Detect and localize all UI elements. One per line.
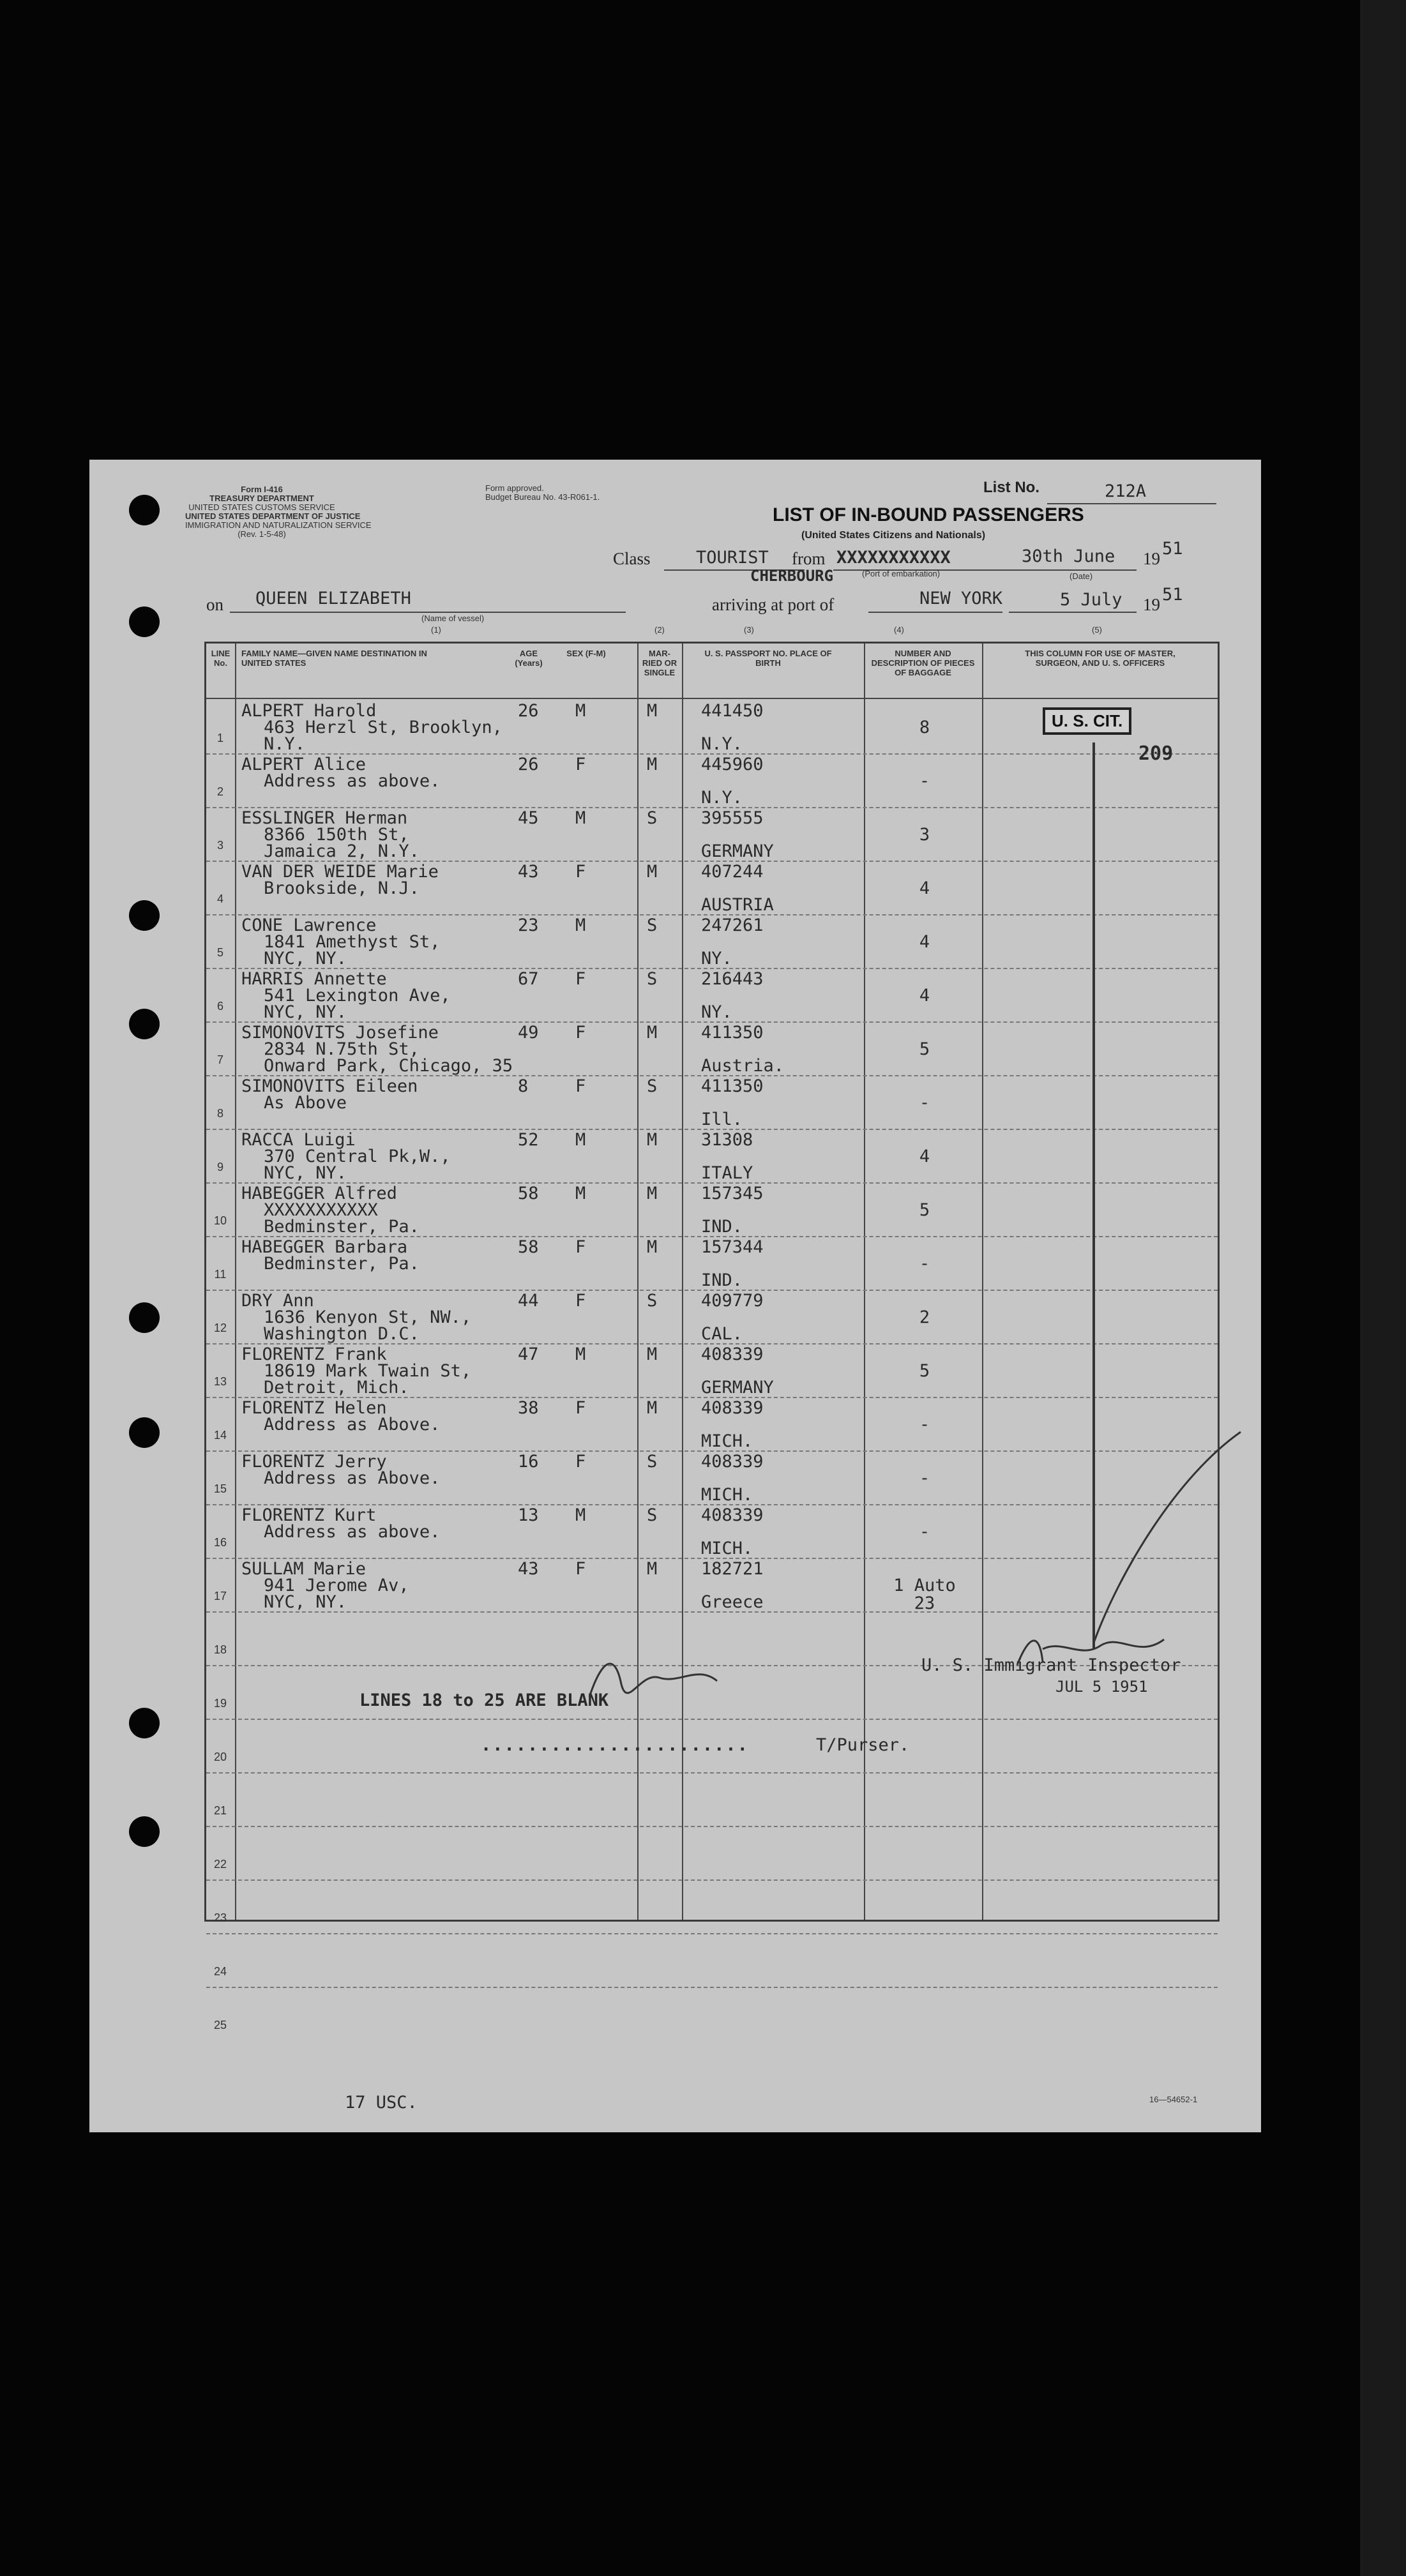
col-head-age: AGE (Years) <box>515 649 543 668</box>
passenger-address-2: NYC, NY. <box>264 1002 347 1022</box>
passenger-address: 18619 Mark Twain St, <box>264 1361 472 1381</box>
vessel-caption: (Name of vessel) <box>421 614 485 623</box>
line-number: 23 <box>213 1911 227 1924</box>
line-number: 15 <box>213 1482 227 1495</box>
passenger-sex: F <box>575 862 586 882</box>
line-number: 25 <box>213 2019 227 2031</box>
passport-number: 408339 <box>701 1344 764 1364</box>
baggage-count: 4 <box>919 986 930 1006</box>
punch-hole <box>129 900 160 931</box>
arrive-year-prefix: 19 <box>1143 595 1160 614</box>
passenger-row <box>206 1290 1218 1343</box>
passenger-address: XXXXXXXXXXX <box>264 1200 378 1220</box>
passenger-marital: S <box>647 808 658 828</box>
on-label: on <box>206 595 223 614</box>
passenger-sex: M <box>575 915 586 935</box>
passenger-row <box>206 1075 1218 1129</box>
line-number: 10 <box>213 1214 227 1227</box>
passenger-address: 463 Herzl St, Brooklyn, <box>264 718 503 737</box>
passenger-age: 8 <box>518 1076 529 1096</box>
port-underline <box>868 612 1002 613</box>
passenger-marital: S <box>647 1076 658 1096</box>
passenger-row <box>206 1236 1218 1290</box>
form-revision: (Rev. 1-5-48) <box>238 529 286 539</box>
justice-dept: UNITED STATES DEPARTMENT OF JUSTICE <box>185 511 361 521</box>
col-head-sex: SEX (F-M) <box>566 649 606 658</box>
punch-hole <box>129 1816 160 1847</box>
vessel-underline <box>230 612 626 613</box>
passenger-age: 45 <box>518 808 539 828</box>
passenger-address: Address as above. <box>264 771 441 791</box>
depart-date: 30th June <box>1022 546 1115 566</box>
baggage-count: 5 <box>919 1039 930 1059</box>
blank-row <box>206 1933 1218 1987</box>
passenger-sex: M <box>575 1184 586 1203</box>
treasury-dept: TREASURY DEPARTMENT <box>209 493 314 503</box>
passenger-marital: S <box>647 969 658 989</box>
depart-underline <box>1009 569 1137 571</box>
form-approval <box>485 484 626 502</box>
baggage-count: - <box>919 1415 930 1435</box>
place-of-birth: Greece <box>701 1592 764 1612</box>
passenger-address: 1841 Amethyst St, <box>264 932 441 952</box>
passenger-name: HABEGGER Barbara <box>241 1237 408 1257</box>
col-head-name: FAMILY NAME—GIVEN NAME DESTINATION IN UNITED STATES <box>241 649 427 668</box>
customs-service: UNITED STATES CUSTOMS SERVICE <box>188 502 335 512</box>
passenger-sex: F <box>575 1559 586 1579</box>
scan-edge <box>1360 0 1406 2576</box>
embark-port: CHERBOURG <box>750 567 834 585</box>
passenger-row <box>206 1397 1218 1450</box>
place-of-birth: IND. <box>701 1217 743 1237</box>
passenger-name: HARRIS Annette <box>241 969 387 989</box>
col-num-4: (4) <box>894 625 904 635</box>
baggage-count: 4 <box>919 932 930 952</box>
col-head-passport: U. S. PASSPORT NO. PLACE OF BIRTH <box>704 649 832 668</box>
punch-hole <box>129 1302 160 1333</box>
place-of-birth: MICH. <box>701 1539 753 1558</box>
baggage-count: 1 Auto <box>893 1576 956 1595</box>
place-of-birth: MICH. <box>701 1485 753 1505</box>
passenger-marital: M <box>647 701 658 721</box>
passport-number: 441450 <box>701 701 764 721</box>
passenger-sex: M <box>575 1344 586 1364</box>
baggage-count: - <box>919 1468 930 1488</box>
place-of-birth: NY. <box>701 949 732 968</box>
passenger-sex: F <box>575 1076 586 1096</box>
passenger-address: 2834 N.75th St, <box>264 1039 420 1059</box>
passenger-age: 26 <box>518 701 539 721</box>
baggage-count: - <box>919 1093 930 1113</box>
baggage-count: 4 <box>919 1147 930 1166</box>
line-number: 22 <box>213 1858 227 1871</box>
passenger-age: 23 <box>518 915 539 935</box>
passenger-sex: F <box>575 969 586 989</box>
line-number: 17 <box>213 1590 227 1602</box>
passenger-marital: S <box>647 1505 658 1525</box>
passenger-age: 49 <box>518 1023 539 1043</box>
col-head-line: LINE No. <box>211 649 231 668</box>
passenger-row <box>206 1021 1218 1075</box>
passenger-address: As Above <box>264 1093 347 1113</box>
passenger-sex: M <box>575 1130 586 1150</box>
punch-hole <box>129 606 160 637</box>
inspector-signature <box>1011 1627 1177 1678</box>
passenger-name: FLORENTZ Frank <box>241 1344 387 1364</box>
place-of-birth: Austria. <box>701 1056 785 1076</box>
blank-row <box>206 1772 1218 1826</box>
passport-number: 409779 <box>701 1291 764 1311</box>
place-of-birth: N.Y. <box>701 734 743 754</box>
passenger-name: ALPERT Harold <box>241 701 377 721</box>
col-num-3: (3) <box>744 625 754 635</box>
passenger-marital: M <box>647 1344 658 1364</box>
place-of-birth: Ill. <box>701 1110 743 1129</box>
place-of-birth: MICH. <box>701 1431 753 1451</box>
line-number: 21 <box>213 1804 227 1817</box>
passport-number: 408339 <box>701 1452 764 1472</box>
passenger-address: 8366 150th St, <box>264 825 409 845</box>
passenger-row <box>206 1343 1218 1397</box>
passenger-row <box>206 1558 1218 1611</box>
arrival-port: NEW YORK <box>919 589 1003 608</box>
passenger-age: 52 <box>518 1130 539 1150</box>
inspector-date-stamp: JUL 5 1951 <box>1055 1678 1148 1696</box>
footer-statute: 17 USC. <box>345 2093 418 2113</box>
col-head-married: MAR-RIED OR SINGLE <box>642 649 677 677</box>
col-num-1: (1) <box>431 625 441 635</box>
passenger-marital: S <box>647 915 658 935</box>
passport-number: 395555 <box>701 808 764 828</box>
line-number: 9 <box>216 1161 223 1173</box>
passenger-row <box>206 968 1218 1021</box>
form-number: Form I-416 <box>241 485 283 494</box>
passenger-name: CONE Lawrence <box>241 915 377 935</box>
passenger-address-2: NYC, NY. <box>264 949 347 968</box>
class-label: Class <box>613 549 651 568</box>
list-subtitle: (United States Citizens and Nationals) <box>801 530 986 541</box>
place-of-birth: ITALY <box>701 1163 753 1183</box>
place-of-birth: N.Y. <box>701 788 743 808</box>
passenger-address-2: NYC, NY. <box>264 1163 347 1183</box>
embark-caption: (Port of embarkation) <box>862 569 941 578</box>
passenger-sex: F <box>575 1023 586 1043</box>
purser-title: T/Purser. <box>816 1735 910 1755</box>
place-of-birth: IND. <box>701 1270 743 1290</box>
col-head-officers: THIS COLUMN FOR USE OF MASTER, SURGEON, AND U. S. OFFICERS <box>1025 649 1175 668</box>
inspector-title: U. S. Immigrant Inspector <box>921 1655 1181 1675</box>
baggage-count: 2 <box>919 1307 930 1327</box>
passenger-marital: M <box>647 1398 658 1418</box>
passenger-address: 941 Jerome Av, <box>264 1576 409 1595</box>
passenger-row <box>206 1504 1218 1558</box>
passenger-age: 38 <box>518 1398 539 1418</box>
blank-lines-notice: LINES 18 to 25 ARE BLANK <box>359 1691 609 1710</box>
passenger-marital: M <box>647 862 658 882</box>
place-of-birth: AUSTRIA <box>701 895 774 915</box>
passenger-sex: F <box>575 1291 586 1311</box>
punch-hole <box>129 1708 160 1738</box>
passenger-age: 58 <box>518 1237 539 1257</box>
arrive-year: 51 <box>1162 585 1183 605</box>
passenger-address-2: Onward Park, Chicago, 35 <box>264 1056 513 1076</box>
line-number: 6 <box>216 1000 223 1013</box>
passenger-sex: F <box>575 1237 586 1257</box>
passport-number: 411350 <box>701 1023 764 1043</box>
passenger-row <box>206 1129 1218 1182</box>
passenger-sex: F <box>575 755 586 774</box>
depart-year: 51 <box>1162 539 1183 559</box>
passenger-marital: S <box>647 1452 658 1472</box>
place-of-birth: GERMANY <box>701 1378 774 1397</box>
passport-number: 445960 <box>701 755 764 774</box>
passenger-age: 26 <box>518 755 539 774</box>
col-num-2: (2) <box>654 625 665 635</box>
passenger-age: 13 <box>518 1505 539 1525</box>
passenger-name: DRY Ann <box>241 1291 314 1311</box>
passport-number: 157345 <box>701 1184 764 1203</box>
passenger-name: FLORENTZ Kurt <box>241 1505 377 1525</box>
passenger-row <box>206 1450 1218 1504</box>
col-num-5: (5) <box>1092 625 1102 635</box>
passenger-marital: M <box>647 1023 658 1043</box>
line-number: 13 <box>213 1375 227 1388</box>
line-number: 24 <box>213 1965 227 1978</box>
passport-number: 247261 <box>701 915 764 935</box>
passenger-address: Bedminster, Pa. <box>264 1254 420 1274</box>
place-of-birth: CAL. <box>701 1324 743 1344</box>
passenger-name: VAN DER WEIDE Marie <box>241 862 439 882</box>
us-citizen-stamp: U. S. CIT. <box>1043 707 1131 735</box>
blank-row <box>206 1987 1218 2040</box>
passenger-row <box>206 914 1218 968</box>
line-number: 3 <box>216 839 223 852</box>
passenger-name: SIMONOVITS Josefine <box>241 1023 439 1043</box>
passenger-address-2: Washington D.C. <box>264 1324 420 1344</box>
passenger-sex: F <box>575 1398 586 1418</box>
line-number: 20 <box>213 1751 227 1763</box>
passenger-marital: M <box>647 1184 658 1203</box>
baggage-count: 4 <box>919 878 930 898</box>
budget-bureau: Budget Bureau No. 43-R061-1. <box>485 492 600 502</box>
line-number: 7 <box>216 1053 223 1066</box>
date-caption: (Date) <box>1070 571 1093 581</box>
passenger-address: Brookside, N.J. <box>264 878 420 898</box>
passenger-address-2: N.Y. <box>264 734 306 754</box>
baggage-count: - <box>919 1254 930 1274</box>
passenger-address: Address as Above. <box>264 1415 441 1435</box>
passenger-sex: M <box>575 808 586 828</box>
passenger-sex: M <box>575 701 586 721</box>
depart-year-prefix: 19 <box>1143 549 1160 568</box>
punch-hole <box>129 1417 160 1448</box>
list-no-value: 212A <box>1105 481 1147 501</box>
passport-number: 157344 <box>701 1237 764 1257</box>
ins-service: IMMIGRATION AND NATURALIZATION SERVICE <box>185 520 372 530</box>
baggage-count: 5 <box>919 1200 930 1220</box>
passenger-age: 44 <box>518 1291 539 1311</box>
passenger-row <box>206 1182 1218 1236</box>
line-number: 11 <box>214 1268 227 1281</box>
line-number: 5 <box>216 946 223 959</box>
manifest-sheet <box>89 460 1261 2132</box>
passenger-sex: F <box>575 1452 586 1472</box>
passenger-name: FLORENTZ Jerry <box>241 1452 387 1472</box>
passenger-marital: S <box>647 1291 658 1311</box>
baggage-count: - <box>919 1522 930 1542</box>
blank-row <box>206 1879 1218 1933</box>
passenger-address: Address as above. <box>264 1522 441 1542</box>
baggage-count: 3 <box>919 825 930 845</box>
line-number: 8 <box>216 1107 223 1120</box>
passenger-address-2: Jamaica 2, N.Y. <box>264 841 420 861</box>
passenger-name: ALPERT Alice <box>241 755 367 774</box>
passenger-age: 67 <box>518 969 539 989</box>
line-number: 18 <box>213 1643 227 1656</box>
passenger-age: 58 <box>518 1184 539 1203</box>
line-number: 2 <box>216 785 223 798</box>
line-number: 1 <box>216 732 223 744</box>
punch-hole <box>129 1009 160 1039</box>
passport-number: 408339 <box>701 1398 764 1418</box>
passenger-age: 47 <box>518 1344 539 1364</box>
list-title: LIST OF IN-BOUND PASSENGERS <box>773 504 1084 525</box>
passenger-name: SULLAM Marie <box>241 1559 367 1579</box>
arrival-underline <box>1009 612 1137 613</box>
passenger-marital: M <box>647 1130 658 1150</box>
col-head-baggage: NUMBER AND DESCRIPTION OF PIECES OF BAGGAGE <box>871 649 975 677</box>
place-of-birth: NY. <box>701 1002 732 1022</box>
passenger-address: 1636 Kenyon St, NW., <box>264 1307 472 1327</box>
form-header-left <box>185 485 372 539</box>
check-bracket <box>1081 742 1247 1668</box>
passenger-marital: M <box>647 1559 658 1579</box>
baggage-count: 8 <box>919 718 930 737</box>
passenger-address: 370 Central Pk,W., <box>264 1147 451 1166</box>
passenger-table <box>204 642 1220 2031</box>
from-struck: XXXXXXXXXXX <box>836 548 951 568</box>
passport-number: 182721 <box>701 1559 764 1579</box>
purser-signature <box>577 1646 743 1716</box>
line-number: 16 <box>213 1536 227 1549</box>
class-value: TOURIST <box>696 548 769 568</box>
passenger-marital: M <box>647 1237 658 1257</box>
header-rule <box>206 698 1218 699</box>
form-approved: Form approved. <box>485 483 544 493</box>
passenger-address-2: NYC, NY. <box>264 1592 347 1612</box>
passenger-row <box>206 807 1218 861</box>
list-no-label: List No. <box>983 479 1039 496</box>
passenger-address: Address as Above. <box>264 1468 441 1488</box>
passport-number: 407244 <box>701 862 764 882</box>
passenger-name: FLORENTZ Helen <box>241 1398 387 1418</box>
passport-number: 31308 <box>701 1130 753 1150</box>
passenger-name: HABEGGER Alfred <box>241 1184 397 1203</box>
passenger-name: RACCA Luigi <box>241 1130 356 1150</box>
baggage-extra: 23 <box>914 1593 935 1613</box>
passenger-address-2: Bedminster, Pa. <box>264 1217 420 1237</box>
place-of-birth: GERMANY <box>701 841 774 861</box>
line-number: 14 <box>213 1429 227 1442</box>
passenger-address-2: Detroit, Mich. <box>264 1378 409 1397</box>
passport-number: 216443 <box>701 969 764 989</box>
punch-hole <box>129 495 160 525</box>
passenger-age: 43 <box>518 862 539 882</box>
passenger-name: SIMONOVITS Eileen <box>241 1076 418 1096</box>
line-number: 4 <box>216 893 223 905</box>
count-stamp: 209 <box>1138 742 1174 765</box>
vessel-name: QUEEN ELIZABETH <box>255 589 411 608</box>
purser-dots: ....................... <box>481 1735 749 1755</box>
baggage-count: 5 <box>919 1361 930 1381</box>
from-label: from <box>792 549 826 568</box>
baggage-count: - <box>919 771 930 791</box>
line-number: 12 <box>213 1322 227 1334</box>
footer-form-code: 16—54652-1 <box>1149 2095 1198 2104</box>
passenger-address: 541 Lexington Ave, <box>264 986 451 1006</box>
passenger-age: 16 <box>518 1452 539 1472</box>
passenger-row <box>206 861 1218 914</box>
passenger-name: ESSLINGER Herman <box>241 808 408 828</box>
blank-row <box>206 1826 1218 1879</box>
line-number: 19 <box>213 1697 227 1710</box>
passport-number: 411350 <box>701 1076 764 1096</box>
passenger-age: 43 <box>518 1559 539 1579</box>
passport-number: 408339 <box>701 1505 764 1525</box>
passenger-row <box>206 753 1218 807</box>
passenger-marital: M <box>647 755 658 774</box>
arriving-label: arriving at port of <box>712 595 835 614</box>
arrival-date: 5 July <box>1060 590 1123 610</box>
passenger-sex: M <box>575 1505 586 1525</box>
